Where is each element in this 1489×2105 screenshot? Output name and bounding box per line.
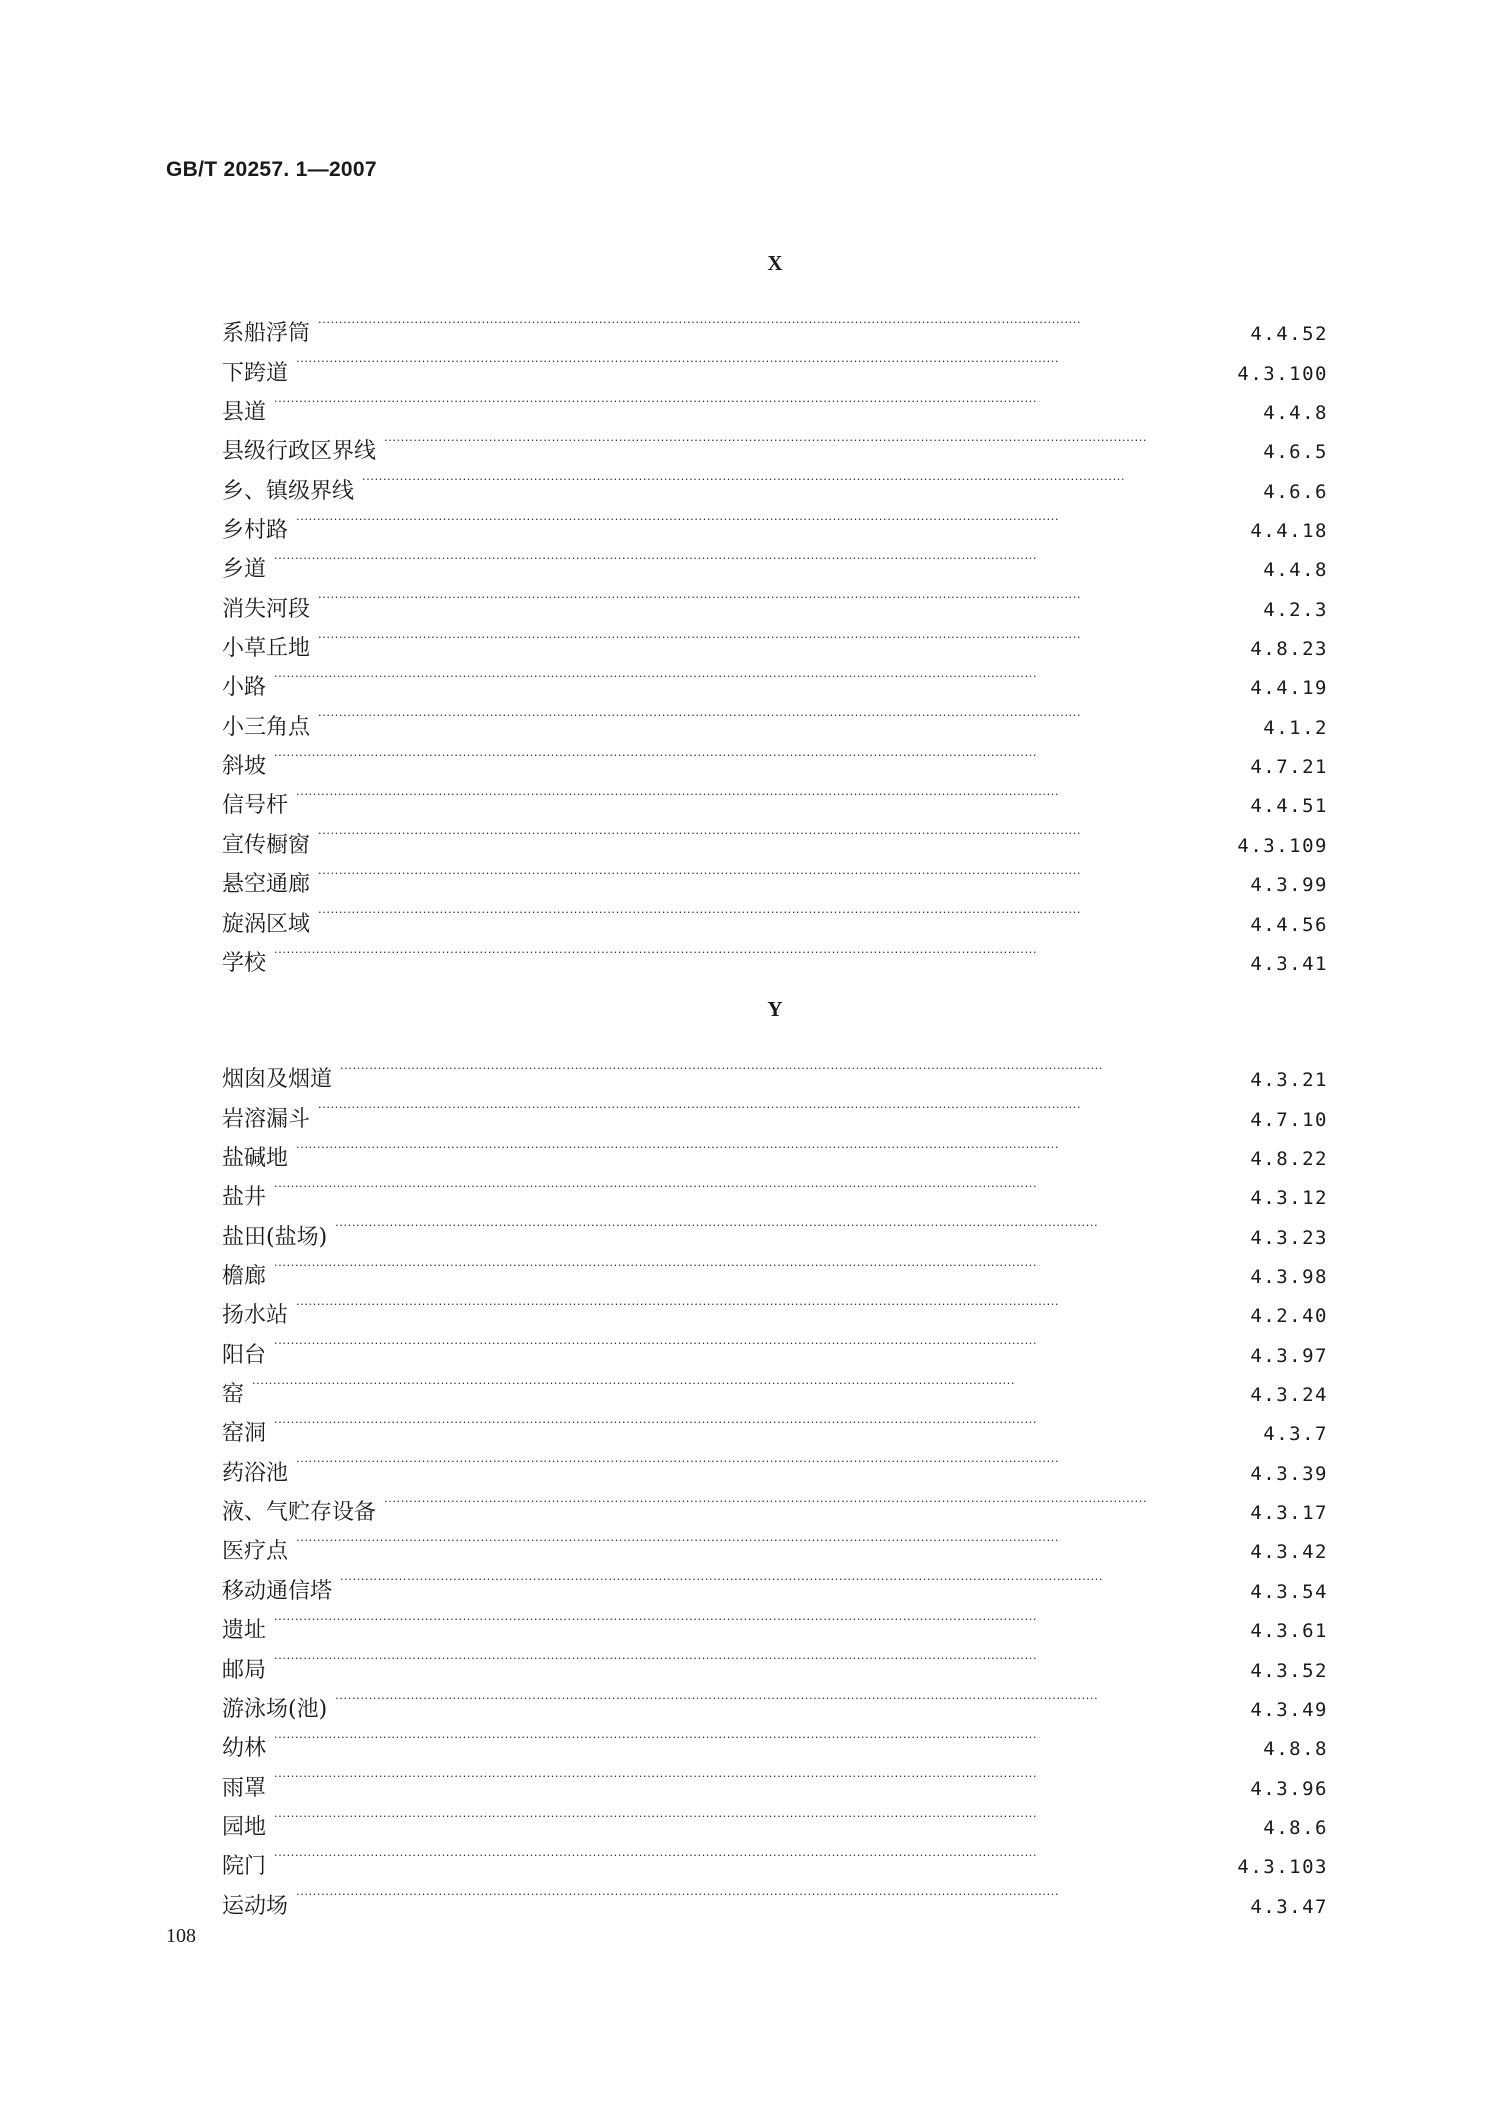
entry-term: 信号杆 <box>222 793 289 819</box>
entry-clause-ref: 4.8.6 <box>1263 1816 1328 1839</box>
entry-term: 医疗点 <box>222 1539 289 1565</box>
dot-leader <box>318 812 1229 851</box>
index-entry <box>222 1873 1328 1919</box>
dot-leader <box>296 340 1229 379</box>
dot-leader <box>274 537 1255 576</box>
dot-leader <box>335 1204 1242 1243</box>
entry-term: 县级行政区界线 <box>222 439 377 465</box>
dot-leader <box>362 458 1255 497</box>
index-entry <box>222 1755 1328 1801</box>
entry-clause-ref: 4.3.97 <box>1250 1344 1328 1367</box>
index-entry <box>222 1362 1328 1408</box>
index-entry <box>222 1322 1328 1368</box>
dot-leader <box>318 694 1255 733</box>
dot-leader <box>274 1244 1242 1283</box>
entry-clause-ref: 4.4.19 <box>1250 677 1328 700</box>
index-entry <box>222 458 1328 504</box>
entry-clause-ref: 4.3.41 <box>1250 952 1328 975</box>
entry-term: 遗址 <box>222 1618 267 1644</box>
entry-term: 盐井 <box>222 1185 267 1211</box>
entry-term: 系船浮筒 <box>222 321 311 347</box>
entry-term: 小三角点 <box>222 714 311 740</box>
dot-leader <box>296 1440 1242 1479</box>
index-entry <box>222 812 1328 858</box>
entry-list <box>222 1047 1328 1919</box>
index-entry <box>222 891 1328 937</box>
entry-term: 乡、镇级界线 <box>222 478 355 504</box>
entry-term: 下跨道 <box>222 360 289 386</box>
entry-clause-ref: 4.4.18 <box>1250 520 1328 543</box>
index-entry <box>222 734 1328 780</box>
index-entry <box>222 1519 1328 1565</box>
entry-clause-ref: 4.6.6 <box>1263 480 1328 503</box>
entry-clause-ref: 4.3.42 <box>1250 1541 1328 1564</box>
entry-clause-ref: 4.3.21 <box>1250 1069 1328 1092</box>
dot-leader <box>318 616 1242 655</box>
entry-clause-ref: 4.3.52 <box>1250 1659 1328 1682</box>
entry-clause-ref: 4.2.3 <box>1263 598 1328 621</box>
dot-leader <box>274 1795 1255 1834</box>
index-entry <box>222 380 1328 426</box>
entry-clause-ref: 4.3.12 <box>1250 1187 1328 1210</box>
dot-leader <box>274 1834 1229 1873</box>
index-entry <box>222 419 1328 465</box>
entry-term: 学校 <box>222 950 267 976</box>
index-entry <box>222 852 1328 898</box>
dot-leader <box>252 1362 1242 1401</box>
dot-leader <box>296 498 1242 537</box>
dot-leader <box>296 1283 1242 1322</box>
entry-term: 小草丘地 <box>222 636 311 662</box>
dot-leader <box>340 1558 1242 1597</box>
entry-term: 窑洞 <box>222 1421 267 1447</box>
index-entry <box>222 655 1328 701</box>
entry-term: 岩溶漏斗 <box>222 1106 311 1132</box>
entry-clause-ref: 4.3.98 <box>1250 1266 1328 1289</box>
entry-clause-ref: 4.7.21 <box>1250 756 1328 779</box>
entry-term: 旋涡区域 <box>222 911 311 937</box>
dot-leader <box>340 1047 1242 1086</box>
index-entry <box>222 1165 1328 1211</box>
dot-leader <box>384 419 1255 458</box>
entry-term: 药浴池 <box>222 1460 289 1486</box>
dot-leader <box>274 1165 1242 1204</box>
entry-term: 烟囱及烟道 <box>222 1067 333 1093</box>
index-entry <box>222 1047 1328 1093</box>
entry-term: 游泳场(池) <box>222 1696 328 1722</box>
entry-term: 乡道 <box>222 557 267 583</box>
standard-code: GB/T 20257. 1—2007 <box>166 158 377 181</box>
index-entry <box>222 1795 1328 1840</box>
dot-leader <box>318 852 1242 891</box>
entry-clause-ref: 4.3.49 <box>1250 1698 1328 1721</box>
entry-term: 县道 <box>222 400 267 426</box>
entry-term: 窑 <box>222 1382 245 1408</box>
entry-term: 院门 <box>222 1854 267 1880</box>
index-entry <box>222 576 1328 622</box>
entry-term: 运动场 <box>222 1893 289 1919</box>
entry-term: 宣传橱窗 <box>222 832 311 858</box>
entry-clause-ref: 4.3.100 <box>1237 362 1328 385</box>
index-entry <box>222 1204 1328 1250</box>
entry-clause-ref: 4.6.5 <box>1263 441 1328 464</box>
entry-list <box>222 301 1328 976</box>
entry-term: 消失河段 <box>222 596 311 622</box>
entry-term: 乡村路 <box>222 518 289 544</box>
dot-leader <box>274 655 1242 694</box>
dot-leader <box>274 1322 1242 1361</box>
dot-leader <box>296 1519 1242 1558</box>
index-entry <box>222 1244 1328 1290</box>
index-entry <box>222 616 1328 662</box>
entry-clause-ref: 4.8.23 <box>1250 638 1328 661</box>
index-entry <box>222 931 1328 976</box>
dot-leader <box>296 773 1242 812</box>
dot-leader <box>274 734 1242 773</box>
section-letter: X <box>767 251 783 275</box>
entry-clause-ref: 4.3.61 <box>1250 1620 1328 1643</box>
entry-clause-ref: 4.3.96 <box>1250 1777 1328 1800</box>
entry-term: 盐田(盐场) <box>222 1224 328 1250</box>
index-entry <box>222 1126 1328 1172</box>
entry-clause-ref: 4.3.39 <box>1250 1462 1328 1485</box>
dot-leader <box>318 576 1255 615</box>
dot-leader <box>296 1873 1242 1912</box>
dot-leader <box>318 301 1242 340</box>
dot-leader <box>274 931 1242 970</box>
dot-leader <box>335 1677 1242 1716</box>
dot-leader <box>274 1637 1242 1676</box>
index-entry <box>222 340 1328 386</box>
entry-clause-ref: 4.4.8 <box>1263 402 1328 425</box>
index-entry <box>222 694 1328 740</box>
dot-leader <box>274 380 1255 419</box>
entry-clause-ref: 4.3.103 <box>1237 1856 1328 1879</box>
entry-clause-ref: 4.3.7 <box>1263 1423 1328 1446</box>
dot-leader <box>274 1401 1255 1440</box>
section-letter: Y <box>767 997 783 1021</box>
section-x <box>222 246 1328 976</box>
entry-clause-ref: 4.3.99 <box>1250 874 1328 897</box>
entry-clause-ref: 4.3.54 <box>1250 1580 1328 1603</box>
dot-leader <box>274 1755 1242 1794</box>
index-entry <box>222 1637 1328 1683</box>
entry-term: 阳台 <box>222 1342 267 1368</box>
entry-term: 雨罩 <box>222 1775 267 1801</box>
entry-clause-ref: 4.3.17 <box>1250 1502 1328 1525</box>
entry-clause-ref: 4.1.2 <box>1263 716 1328 739</box>
entry-clause-ref: 4.3.23 <box>1250 1226 1328 1249</box>
dot-leader <box>274 1598 1242 1637</box>
dot-leader <box>384 1480 1242 1519</box>
dot-leader <box>318 1086 1242 1125</box>
entry-term: 移动通信塔 <box>222 1578 333 1604</box>
entry-term: 邮局 <box>222 1657 267 1683</box>
entry-clause-ref: 4.4.51 <box>1250 795 1328 818</box>
section-y <box>222 992 1328 1919</box>
index-entry <box>222 1283 1328 1329</box>
index-entry <box>222 1401 1328 1447</box>
entry-clause-ref: 4.7.10 <box>1250 1108 1328 1131</box>
index-entry <box>222 1440 1328 1486</box>
entry-term: 幼林 <box>222 1736 267 1762</box>
entry-term: 盐碱地 <box>222 1146 289 1172</box>
index-entry <box>222 1834 1328 1880</box>
entry-term: 园地 <box>222 1814 267 1840</box>
index-entry <box>222 1677 1328 1722</box>
index-entry <box>222 301 1328 347</box>
index-entry <box>222 537 1328 583</box>
index-entry <box>222 1558 1328 1604</box>
entry-clause-ref: 4.2.40 <box>1250 1305 1328 1328</box>
index-entry <box>222 1598 1328 1644</box>
entry-clause-ref: 4.4.52 <box>1250 323 1328 346</box>
entry-clause-ref: 4.4.8 <box>1263 559 1328 582</box>
index-entry <box>222 498 1328 544</box>
dot-leader <box>318 891 1242 930</box>
entry-term: 悬空通廊 <box>222 872 311 898</box>
entry-term: 扬水站 <box>222 1303 289 1329</box>
entry-clause-ref: 4.8.22 <box>1250 1148 1328 1171</box>
entry-term: 液、气贮存设备 <box>222 1500 377 1526</box>
entry-term: 檐廊 <box>222 1264 267 1290</box>
page-number: 108 <box>166 1925 196 1947</box>
index-entry <box>222 1086 1328 1132</box>
index-entry <box>222 773 1328 819</box>
entry-term: 小路 <box>222 675 267 701</box>
dot-leader <box>274 1716 1255 1755</box>
entry-clause-ref: 4.8.8 <box>1263 1738 1328 1761</box>
entry-term: 斜坡 <box>222 754 267 780</box>
entry-clause-ref: 4.3.109 <box>1237 834 1328 857</box>
index-entry <box>222 1480 1328 1526</box>
dot-leader <box>296 1126 1242 1165</box>
entry-clause-ref: 4.3.47 <box>1250 1895 1328 1918</box>
entry-clause-ref: 4.3.24 <box>1250 1384 1328 1407</box>
index-entry <box>222 1716 1328 1762</box>
entry-clause-ref: 4.4.56 <box>1250 913 1328 936</box>
